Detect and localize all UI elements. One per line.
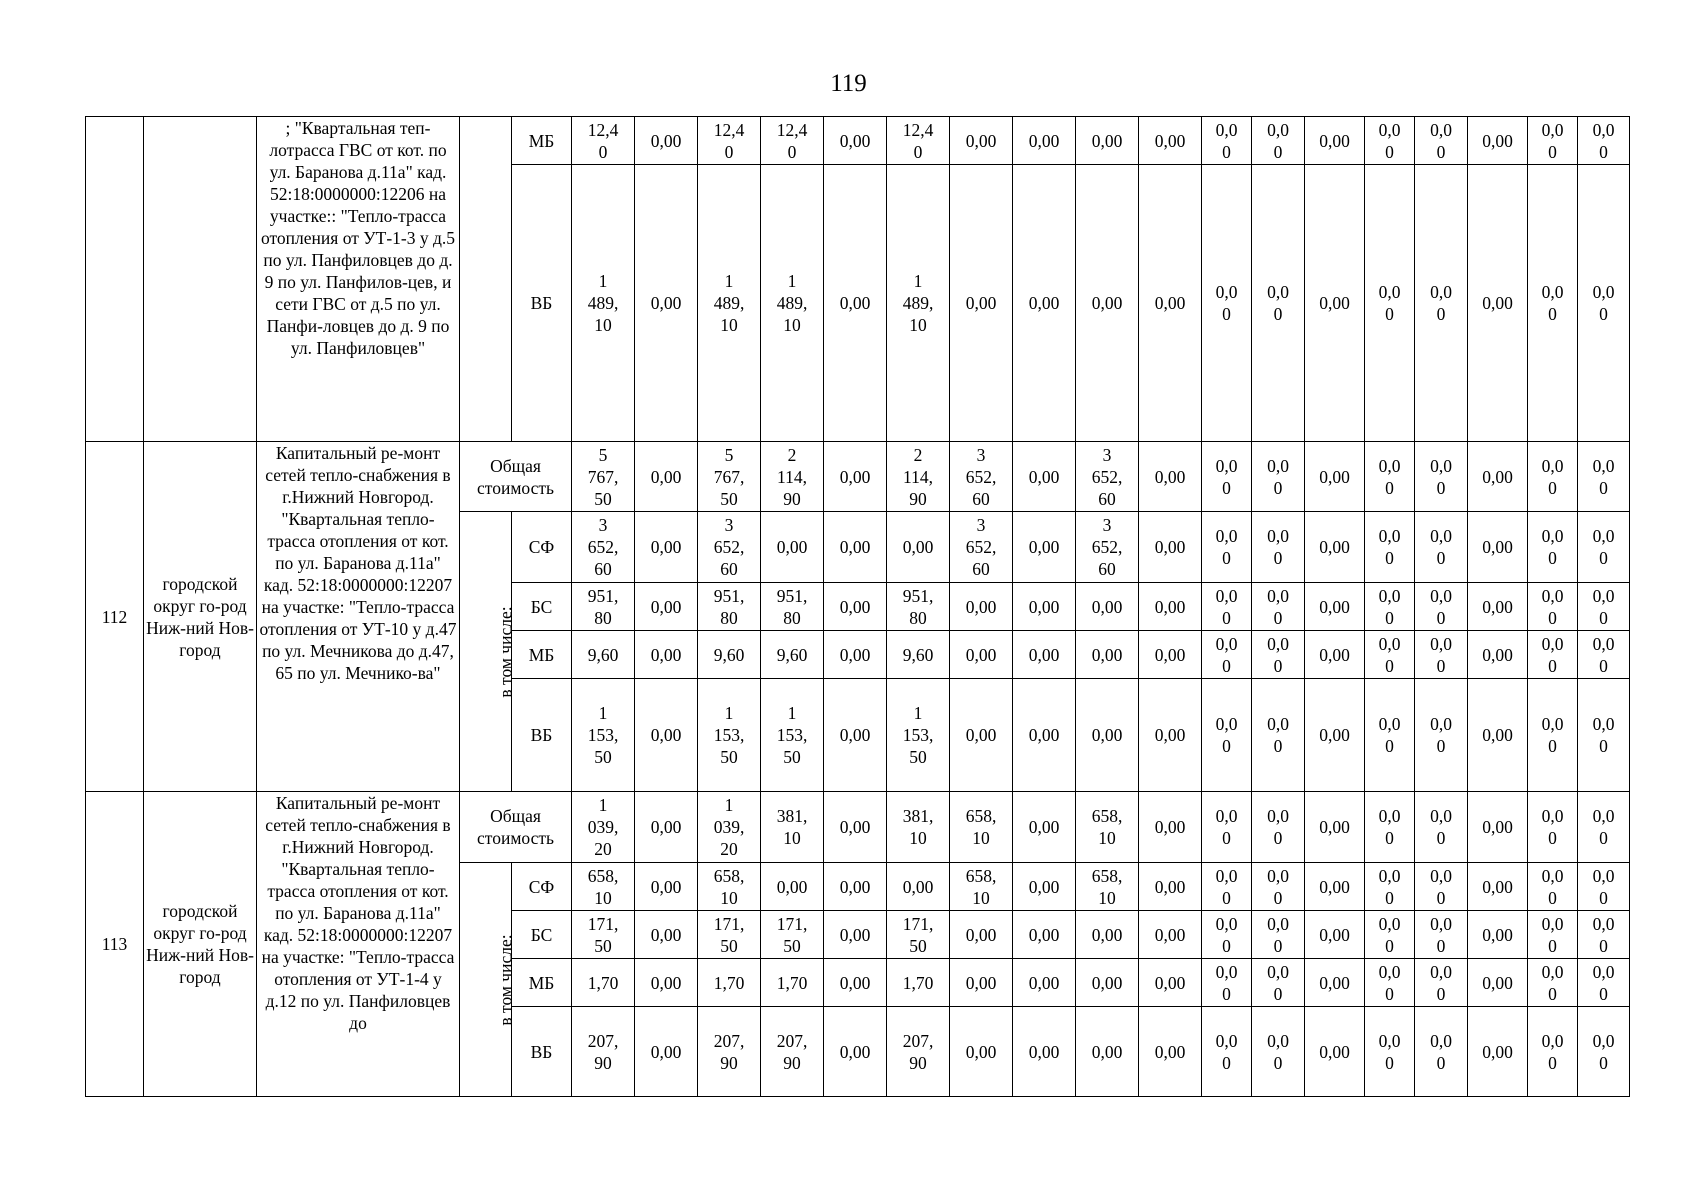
value-cell: 0,0 0	[1202, 631, 1252, 679]
value-cell: 1 153, 50	[887, 679, 950, 792]
value-cell: 0,0 0	[1252, 792, 1305, 863]
value-cell: 0,00	[635, 117, 698, 165]
value-cell: 0,00	[1468, 911, 1528, 959]
value-cell: 0,0 0	[1578, 792, 1630, 863]
value-cell: 0,0 0	[1578, 583, 1630, 631]
value-cell: 0,00	[1305, 165, 1365, 442]
value-cell: 0,0 0	[1252, 679, 1305, 792]
value-cell: 0,00	[1468, 863, 1528, 911]
value-cell: 0,00	[1013, 583, 1076, 631]
value-cell: 9,60	[887, 631, 950, 679]
value-cell: 0,0 0	[1252, 165, 1305, 442]
value-cell: 0,0 0	[1252, 512, 1305, 583]
value-cell: 0,0 0	[1578, 165, 1630, 442]
value-cell: 0,0 0	[1578, 1007, 1630, 1097]
funding-source-label: БС	[512, 911, 572, 959]
value-cell: 0,00	[950, 583, 1013, 631]
value-cell: 951, 80	[698, 583, 761, 631]
value-cell: 0,00	[824, 792, 887, 863]
value-cell: 0,0 0	[1578, 512, 1630, 583]
value-cell: 207, 90	[761, 1007, 824, 1097]
value-cell: 3 652, 60	[950, 512, 1013, 583]
funding-source-label: СФ	[512, 512, 572, 583]
value-cell: 381, 10	[761, 792, 824, 863]
value-cell: 658, 10	[950, 792, 1013, 863]
value-cell: 0,00	[635, 442, 698, 512]
value-cell: 0,00	[1013, 863, 1076, 911]
value-cell: 0,0 0	[1578, 117, 1630, 165]
value-cell: 0,0 0	[1415, 863, 1468, 911]
object-description-cell: ; "Квартальная теп-лотрасса ГВС от кот. по ул. Баранова д.11а" кад. 52:18:0000000:12206 на участке:: "Тепло-трасса отопления от УТ-1-3 у д.5 по ул. Панфиловцев до д. 9 по ул. Панфилов-цев, и сети ГВС от д.5 по ул. Панфи-ловцев до д. 9 по ул. Панфиловцев"	[257, 117, 460, 442]
municipality-cell: городской округ го-род Ниж-ний Нов-город	[144, 442, 257, 792]
value-cell: 0,00	[1468, 117, 1528, 165]
value-cell: 0,00	[1468, 512, 1528, 583]
value-cell: 0,00	[635, 512, 698, 583]
value-cell: 0,00	[1013, 512, 1076, 583]
value-cell: 0,00	[824, 512, 887, 583]
table-body	[86, 117, 1630, 1097]
value-cell: 658, 10	[698, 863, 761, 911]
funding-source-label: Общая стоимость	[460, 442, 572, 512]
value-cell: 0,00	[1468, 792, 1528, 863]
value-cell: 0,00	[1139, 959, 1202, 1007]
value-cell: 0,0 0	[1365, 117, 1415, 165]
value-cell: 0,0 0	[1202, 959, 1252, 1007]
value-cell: 1,70	[572, 959, 635, 1007]
value-cell: 0,0 0	[1252, 583, 1305, 631]
value-cell: 0,00	[635, 863, 698, 911]
value-cell: 12,4 0	[761, 117, 824, 165]
value-cell: 0,0 0	[1415, 679, 1468, 792]
value-cell: 171, 50	[761, 911, 824, 959]
value-cell: 0,00	[887, 863, 950, 911]
value-cell: 0,00	[950, 1007, 1013, 1097]
value-cell: 0,0 0	[1528, 1007, 1578, 1097]
value-cell: 0,00	[824, 583, 887, 631]
value-cell: 0,00	[824, 117, 887, 165]
value-cell: 1 489, 10	[887, 165, 950, 442]
value-cell: 1,70	[887, 959, 950, 1007]
value-cell: 0,00	[1013, 959, 1076, 1007]
value-cell: 0,00	[1305, 117, 1365, 165]
value-cell: 0,0 0	[1365, 959, 1415, 1007]
table-row	[86, 117, 1630, 165]
value-cell: 1 153, 50	[761, 679, 824, 792]
value-cell: 0,00	[1139, 792, 1202, 863]
value-cell: 0,00	[635, 679, 698, 792]
value-cell: 0,00	[950, 117, 1013, 165]
value-cell: 0,0 0	[1415, 165, 1468, 442]
funding-source-label: СФ	[512, 863, 572, 911]
municipality-cell: городской округ го-род Ниж-ний Нов-город	[144, 792, 257, 1097]
value-cell: 1 489, 10	[572, 165, 635, 442]
value-cell: 0,0 0	[1528, 442, 1578, 512]
value-cell: 0,0 0	[1528, 631, 1578, 679]
value-cell: 171, 50	[887, 911, 950, 959]
value-cell: 0,0 0	[1528, 117, 1578, 165]
value-cell: 0,00	[1076, 631, 1139, 679]
value-cell: 0,0 0	[1528, 512, 1578, 583]
value-cell: 658, 10	[572, 863, 635, 911]
value-cell: 0,00	[1139, 117, 1202, 165]
value-cell: 1 039, 20	[698, 792, 761, 863]
value-cell: 12,4 0	[698, 117, 761, 165]
value-cell: 5 767, 50	[698, 442, 761, 512]
table-row	[86, 442, 1630, 512]
value-cell: 0,00	[1305, 792, 1365, 863]
value-cell: 0,0 0	[1252, 1007, 1305, 1097]
value-cell: 0,0 0	[1528, 959, 1578, 1007]
value-cell: 1,70	[761, 959, 824, 1007]
value-cell: 0,00	[1468, 959, 1528, 1007]
value-cell: 0,00	[1076, 583, 1139, 631]
value-cell: 207, 90	[572, 1007, 635, 1097]
value-cell: 0,00	[1076, 1007, 1139, 1097]
value-cell: 1 489, 10	[761, 165, 824, 442]
value-cell: 0,00	[824, 1007, 887, 1097]
value-cell: 951, 80	[887, 583, 950, 631]
value-cell: 0,00	[1139, 442, 1202, 512]
value-cell: 0,00	[1076, 117, 1139, 165]
value-cell: 1 153, 50	[698, 679, 761, 792]
value-cell: 0,0 0	[1365, 512, 1415, 583]
value-cell: 0,0 0	[1415, 117, 1468, 165]
value-cell: 0,0 0	[1415, 1007, 1468, 1097]
value-cell: 0,00	[761, 512, 824, 583]
value-cell: 0,00	[1468, 631, 1528, 679]
value-cell: 0,00	[1013, 911, 1076, 959]
in-that-number-label: в том числе:	[495, 605, 516, 698]
row-number-cell: 112	[86, 442, 144, 792]
value-cell: 0,0 0	[1202, 1007, 1252, 1097]
value-cell: 0,0 0	[1252, 631, 1305, 679]
value-cell: 0,0 0	[1578, 959, 1630, 1007]
value-cell: 0,0 0	[1415, 583, 1468, 631]
value-cell: 0,00	[761, 863, 824, 911]
value-cell: 0,0 0	[1365, 631, 1415, 679]
funding-source-label: МБ	[512, 959, 572, 1007]
value-cell: 0,00	[1139, 631, 1202, 679]
value-cell: 9,60	[698, 631, 761, 679]
value-cell: 0,00	[950, 631, 1013, 679]
value-cell: 0,0 0	[1365, 583, 1415, 631]
value-cell: 0,00	[824, 863, 887, 911]
value-cell: 0,0 0	[1365, 1007, 1415, 1097]
value-cell: 0,00	[635, 792, 698, 863]
value-cell: 0,0 0	[1365, 165, 1415, 442]
value-cell: 0,0 0	[1252, 959, 1305, 1007]
row-number-cell	[86, 117, 144, 442]
value-cell: 9,60	[761, 631, 824, 679]
value-cell: 0,00	[950, 165, 1013, 442]
value-cell: 2 114, 90	[887, 442, 950, 512]
value-cell: 0,00	[1139, 863, 1202, 911]
value-cell: 0,0 0	[1415, 792, 1468, 863]
value-cell: 3 652, 60	[698, 512, 761, 583]
value-cell: 1,70	[698, 959, 761, 1007]
page-number: 119	[830, 70, 867, 97]
value-cell: 0,00	[1305, 631, 1365, 679]
funding-source-label: БС	[512, 583, 572, 631]
value-cell: 0,00	[635, 1007, 698, 1097]
value-cell: 9,60	[572, 631, 635, 679]
value-cell: 0,0 0	[1528, 792, 1578, 863]
value-cell: 0,0 0	[1415, 959, 1468, 1007]
funding-source-label: МБ	[512, 631, 572, 679]
value-cell: 12,4 0	[887, 117, 950, 165]
value-cell: 0,00	[1139, 911, 1202, 959]
value-cell: 0,00	[1076, 679, 1139, 792]
value-cell: 0,00	[1305, 583, 1365, 631]
value-cell: 0,0 0	[1578, 631, 1630, 679]
table-row	[86, 792, 1630, 863]
value-cell: 5 767, 50	[572, 442, 635, 512]
row-number-cell: 113	[86, 792, 144, 1097]
value-cell: 0,00	[1305, 679, 1365, 792]
value-cell: 0,00	[1305, 959, 1365, 1007]
value-cell: 0,00	[1305, 512, 1365, 583]
value-cell: 0,00	[635, 583, 698, 631]
value-cell: 0,00	[824, 911, 887, 959]
value-cell: 0,00	[1139, 583, 1202, 631]
value-cell: 0,00	[1013, 442, 1076, 512]
value-cell: 0,0 0	[1365, 792, 1415, 863]
value-cell: 0,00	[1013, 165, 1076, 442]
value-cell: 12,4 0	[572, 117, 635, 165]
value-cell: 0,00	[1076, 959, 1139, 1007]
value-cell: 0,0 0	[1202, 583, 1252, 631]
value-cell: 207, 90	[698, 1007, 761, 1097]
value-cell: 0,00	[950, 679, 1013, 792]
value-cell: 171, 50	[572, 911, 635, 959]
funding-source-label: Общая стоимость	[460, 792, 572, 863]
value-cell: 0,0 0	[1365, 442, 1415, 512]
value-cell: 658, 10	[1076, 792, 1139, 863]
value-cell: 3 652, 60	[572, 512, 635, 583]
funding-source-label: ВБ	[512, 1007, 572, 1097]
value-cell: 0,00	[1139, 512, 1202, 583]
value-cell: 0,00	[1076, 911, 1139, 959]
value-cell: 0,0 0	[1202, 911, 1252, 959]
value-cell: 0,0 0	[1365, 863, 1415, 911]
value-cell: 0,00	[950, 911, 1013, 959]
value-cell: 0,00	[824, 442, 887, 512]
value-cell: 0,00	[1139, 165, 1202, 442]
value-cell: 0,00	[1305, 911, 1365, 959]
value-cell: 0,0 0	[1202, 117, 1252, 165]
value-cell: 3 652, 60	[950, 442, 1013, 512]
value-cell: 0,00	[1139, 1007, 1202, 1097]
value-cell: 0,0 0	[1202, 863, 1252, 911]
value-cell: 0,00	[635, 165, 698, 442]
value-cell: 0,00	[635, 911, 698, 959]
value-cell: 0,00	[887, 512, 950, 583]
value-cell: 0,0 0	[1252, 911, 1305, 959]
value-cell: 0,0 0	[1415, 631, 1468, 679]
value-cell: 0,0 0	[1528, 679, 1578, 792]
value-cell: 658, 10	[1076, 863, 1139, 911]
value-cell: 171, 50	[698, 911, 761, 959]
value-cell: 658, 10	[950, 863, 1013, 911]
value-cell: 0,00	[824, 679, 887, 792]
in-that-number-label: в том числе:	[495, 933, 516, 1026]
value-cell: 0,00	[1468, 1007, 1528, 1097]
value-cell: 0,00	[824, 631, 887, 679]
value-cell: 0,00	[1013, 1007, 1076, 1097]
value-cell: 0,0 0	[1365, 679, 1415, 792]
value-cell: 0,00	[1013, 679, 1076, 792]
value-cell: 0,00	[824, 165, 887, 442]
value-cell: 0,00	[635, 959, 698, 1007]
in-that-number-cell	[460, 863, 516, 1097]
budget-table	[85, 116, 1630, 1097]
value-cell: 207, 90	[887, 1007, 950, 1097]
value-cell: 0,0 0	[1415, 512, 1468, 583]
value-cell: 0,0 0	[1578, 679, 1630, 792]
value-cell: 0,0 0	[1202, 679, 1252, 792]
value-cell: 0,00	[1468, 679, 1528, 792]
municipality-cell	[144, 117, 257, 442]
value-cell: 0,0 0	[1252, 863, 1305, 911]
in-that-number-cell	[460, 512, 516, 792]
value-cell: 0,00	[1076, 165, 1139, 442]
value-cell: 0,00	[824, 959, 887, 1007]
value-cell: 0,0 0	[1528, 911, 1578, 959]
funding-source-label: МБ	[512, 117, 572, 165]
value-cell: 0,00	[1013, 792, 1076, 863]
value-cell: 0,00	[1305, 442, 1365, 512]
value-cell: 0,00	[1468, 165, 1528, 442]
value-cell: 0,0 0	[1252, 117, 1305, 165]
value-cell: 0,0 0	[1202, 442, 1252, 512]
value-cell: 0,00	[1139, 679, 1202, 792]
funding-source-label: ВБ	[512, 165, 572, 442]
object-description-cell: Капитальный ре-монт сетей тепло-снабжения в г.Нижний Новгород. "Квартальная тепло-трасса отопления от кот. по ул. Баранова д.11а" кад. 52:18:0000000:12207 на участке: "Тепло-трасса отопления от УТ-10 у д.47 по ул. Мечникова до д.47, 65 по ул. Мечнико-ва"	[257, 442, 460, 792]
value-cell: 0,00	[1468, 442, 1528, 512]
value-cell: 0,00	[635, 631, 698, 679]
value-cell: 0,00	[1305, 1007, 1365, 1097]
value-cell: 0,0 0	[1578, 442, 1630, 512]
value-cell: 2 114, 90	[761, 442, 824, 512]
value-cell: 951, 80	[761, 583, 824, 631]
value-cell: 0,0 0	[1252, 442, 1305, 512]
value-cell: 0,0 0	[1202, 792, 1252, 863]
value-cell: 1 039, 20	[572, 792, 635, 863]
value-cell: 0,0 0	[1528, 583, 1578, 631]
value-cell: 0,0 0	[1415, 911, 1468, 959]
value-cell: 0,0 0	[1202, 165, 1252, 442]
value-cell: 0,00	[1468, 583, 1528, 631]
value-cell: 0,0 0	[1202, 512, 1252, 583]
value-cell: 0,0 0	[1578, 911, 1630, 959]
value-cell: 0,00	[1013, 117, 1076, 165]
value-cell: 3 652, 60	[1076, 512, 1139, 583]
value-cell: 1 489, 10	[698, 165, 761, 442]
value-cell: 0,0 0	[1415, 442, 1468, 512]
value-cell: 381, 10	[887, 792, 950, 863]
in-that-number-cell	[460, 117, 512, 442]
funding-source-label: ВБ	[512, 679, 572, 792]
value-cell: 0,0 0	[1365, 911, 1415, 959]
value-cell: 0,0 0	[1528, 165, 1578, 442]
value-cell: 0,00	[1013, 631, 1076, 679]
value-cell: 0,0 0	[1578, 863, 1630, 911]
value-cell: 0,0 0	[1528, 863, 1578, 911]
value-cell: 0,00	[1305, 863, 1365, 911]
value-cell: 3 652, 60	[1076, 442, 1139, 512]
value-cell: 1 153, 50	[572, 679, 635, 792]
value-cell: 951, 80	[572, 583, 635, 631]
object-description-cell: Капитальный ре-монт сетей тепло-снабжения в г.Нижний Новгород. "Квартальная тепло-трасса отопления от кот. по ул. Баранова д.11а" кад. 52:18:0000000:12207 на участке: "Тепло-трасса отопления от УТ-1-4 у д.12 по ул. Панфиловцев до	[257, 792, 460, 1097]
value-cell: 0,00	[950, 959, 1013, 1007]
